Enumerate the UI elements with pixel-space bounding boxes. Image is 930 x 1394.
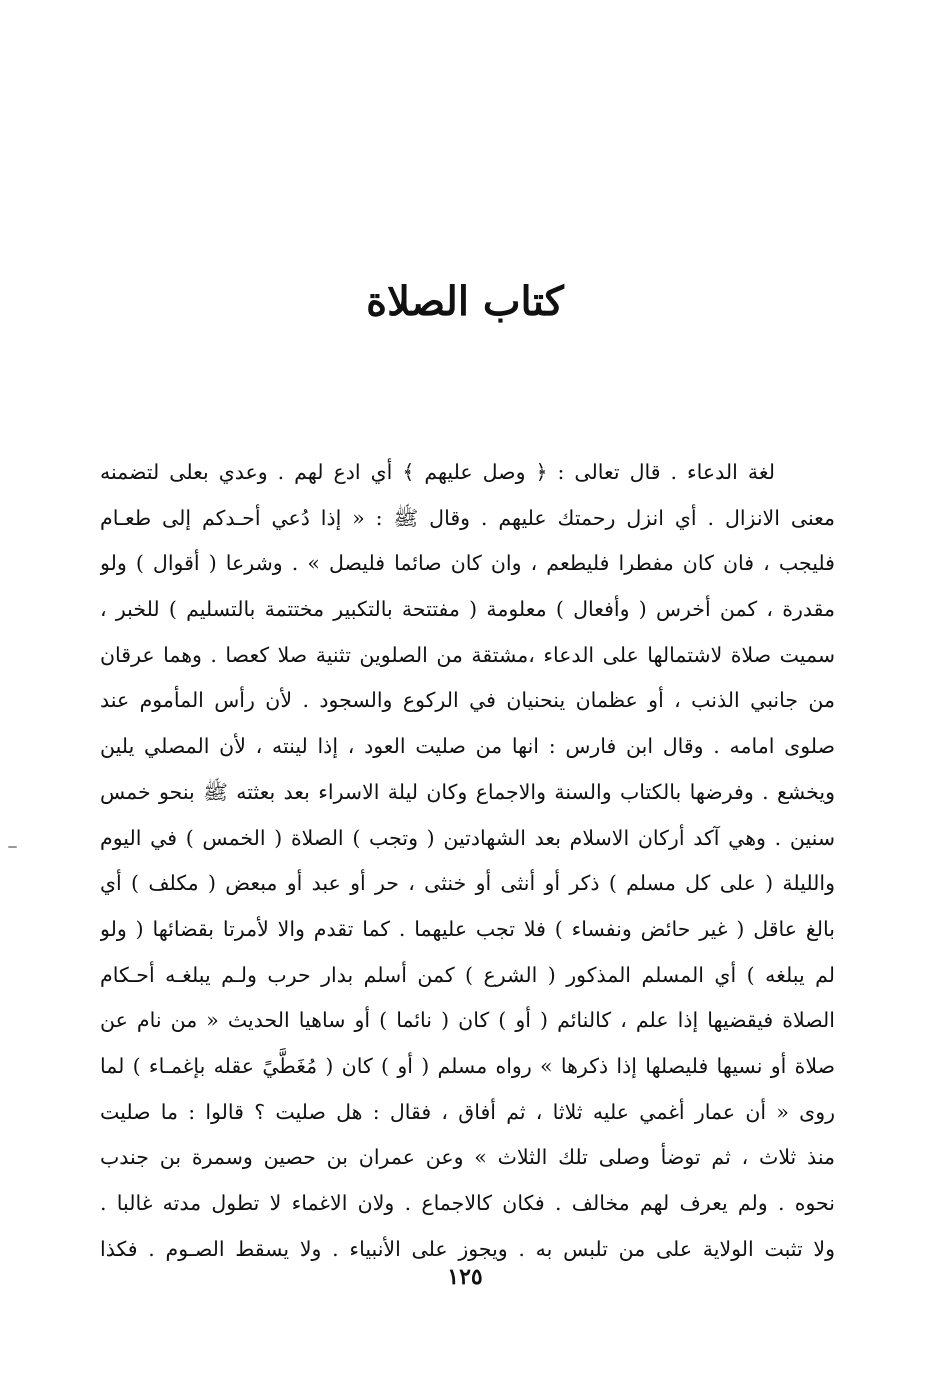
text-line: فليجب ، فان كان مفطرا فليطعم ، وان كان صائما فليصل » . وشرعا ( أقوال ) ولو: [100, 551, 835, 576]
text-line: من جانبي الذنب ، أو عظمان ينحنيان في الركوع والسجود . لأن رأس المأموم عند: [100, 688, 835, 713]
chapter-title: كتاب الصلاة: [366, 278, 564, 325]
text-line: روى « أن عمار أغمي عليه ثلاثا ، ثم أفاق ، فقال : هل صليت ؟ قالوا : ما صليت: [100, 1099, 835, 1124]
text-line: معنى الانزال . أي انزل رحمتك عليهم . وقال ﷺ : « إذا دُعي أحـدكم إلى طعـام: [100, 505, 835, 530]
page-number: ١٢٥: [447, 1264, 483, 1290]
text-line: والليلة ( على كل مسلم ) ذكر أو أنثى أو خنثى ، حر أو عبد أو مبعض ( مكلف ) أي: [100, 871, 835, 896]
body-text: [100, 450, 835, 1272]
text-line: سنين . وهي آكد أركان الاسلام بعد الشهادتين ( وتجب ) الصلاة ( الخمس ) في اليوم: [100, 825, 835, 850]
text-line: بالغ عاقل ( غير حائض ونفساء ) فلا تجب عليهما . كما تقدم والا لأمرتا بقضائها ( ولو: [100, 916, 835, 941]
text-line: لغة الدعاء . قال تعالى : ﴿ وصل عليهم ﴾ أي ادع لهم . وعدي بعلى لتضمنه: [100, 460, 775, 484]
text-line: مقدرة ، كمن أخرس ( وأفعال ) معلومة ( مفتتحة بالتكبير مختتمة بالتسليم ) للخبر ،: [100, 597, 835, 622]
text-line: لم يبلغه ) أي المسلم المذكور ( الشرع ) كمن أسلم بدار حرب ولـم يبلغـه أحـكام: [100, 962, 835, 987]
text-line: ويخشع . وفرضها بالكتاب والسنة والاجماع وكان ليلة الاسراء بعد بعثته ﷺ بنحو خمس: [100, 779, 835, 804]
text-line: منذ ثلاث ، ثم توضأ وصلى تلك الثلاث » وعن عمران بن حصين وسمرة بن جندب: [100, 1145, 835, 1170]
text-line: نحوه . ولم يعرف لهم مخالف . فكان كالاجماع . ولان الاغماء لا تطول مدته غالبا .: [100, 1191, 835, 1215]
text-line: صلوى امامه . وقال ابن فارس : انها من صليت العود ، إذا لينته ، لأن المصلي يلين: [100, 734, 835, 759]
text-line: سميت صلاة لاشتمالها على الدعاء ،مشتقة من الصلوين تثنية صلا كعصا . وهما عرقان: [100, 642, 835, 667]
scan-speck: [8, 846, 17, 848]
text-line: ولا تثبت الولاية على من تلبس به . ويجوز على الأنبياء . ولا يسقط الصـوم . فكذا: [100, 1236, 835, 1261]
text-line: صلاة أو نسيها فليصلها إذا ذكرها » رواه مسلم ( أو ) كان ( مُغَطَّيً عقله بإغمـاء ) لما: [100, 1053, 835, 1078]
text-line: الصلاة فيقضيها إذا علم ، كالنائم ( أو ) كان ( نائما ) أو ساهيا الحديث « من نام عن: [100, 1008, 835, 1033]
